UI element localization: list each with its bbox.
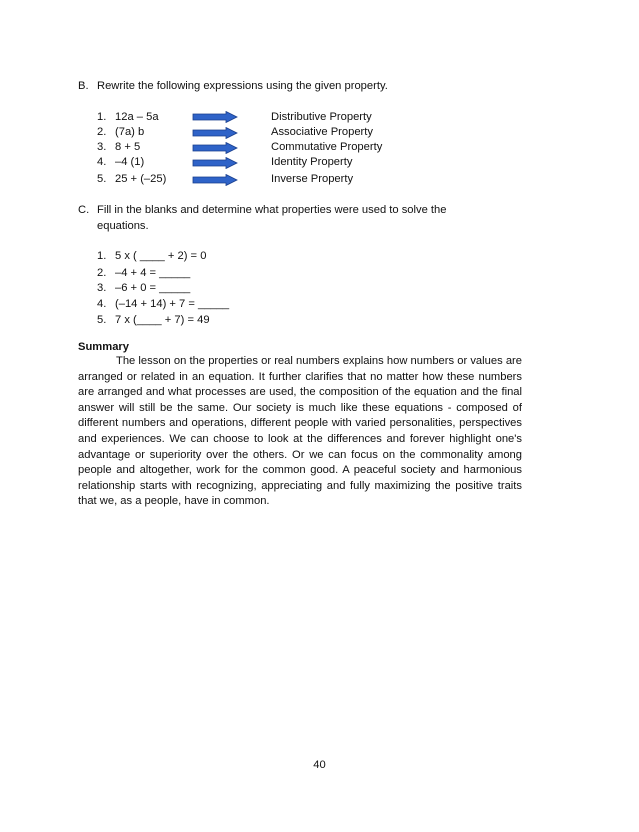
section-c-heading-cont: equations. xyxy=(97,220,149,232)
page-number: 40 xyxy=(313,759,326,771)
list-item-number: 5. xyxy=(97,173,107,185)
list-item-number: 3. xyxy=(97,141,107,153)
property-name: Identity Property xyxy=(271,156,353,168)
list-item-number: 4. xyxy=(97,298,107,310)
section-b-letter: B. xyxy=(78,80,89,92)
equation: –4 + 4 = _____ xyxy=(115,267,191,279)
property-name: Distributive Property xyxy=(271,111,372,123)
equation: 7 x (____ + 7) = 49 xyxy=(115,314,210,326)
arrow-right-icon xyxy=(192,111,238,123)
list-item-number: 4. xyxy=(97,156,107,168)
equation: (–14 + 14) + 7 = _____ xyxy=(115,298,230,310)
expression: 8 + 5 xyxy=(115,141,141,153)
summary-paragraph: The lesson on the properties or real numbers explains how numbers or values are arranged or related in an equation. It further clarifies that no matter how these numbers are arranged and what processes are used, the composition of the equation and the final answer will still be the same. Our society is much like these equations - composed of different numbers and operations, different people with varied personalities, perspectives and experiences. We can choose to look at the differences and forever highlight one's advantage or superiority over the others. Or we can focus on the commonality among people and altogether, work for the common good. A peaceful society and harmonious relationship starts with recognizing, appreciating and fully maximizing the positive traits that we, as a people, have in common. xyxy=(78,355,522,508)
list-item-number: 5. xyxy=(97,314,107,326)
summary-heading: Summary xyxy=(78,341,129,353)
section-c-heading: Fill in the blanks and determine what properties were used to solve the xyxy=(97,204,447,216)
list-item-number: 1. xyxy=(97,250,107,262)
expression: –4 (1) xyxy=(115,156,145,168)
property-name: Commutative Property xyxy=(271,141,383,153)
property-name: Associative Property xyxy=(271,126,373,138)
expression: 25 + (–25) xyxy=(115,173,167,185)
expression: (7a) b xyxy=(115,126,145,138)
list-item-number: 2. xyxy=(97,126,107,138)
arrow-right-icon xyxy=(192,142,238,154)
section-b-heading: Rewrite the following expressions using the given property. xyxy=(97,80,388,92)
list-item-number: 1. xyxy=(97,111,107,123)
expression: 12a – 5a xyxy=(115,111,159,123)
arrow-right-icon xyxy=(192,174,238,186)
equation: 5 x ( ____ + 2) = 0 xyxy=(115,250,207,262)
arrow-right-icon xyxy=(192,157,238,169)
section-c-letter: C. xyxy=(78,204,90,216)
property-name: Inverse Property xyxy=(271,173,354,185)
equation: –6 + 0 = _____ xyxy=(115,282,191,294)
list-item-number: 2. xyxy=(97,267,107,279)
list-item-number: 3. xyxy=(97,282,107,294)
arrow-right-icon xyxy=(192,127,238,139)
